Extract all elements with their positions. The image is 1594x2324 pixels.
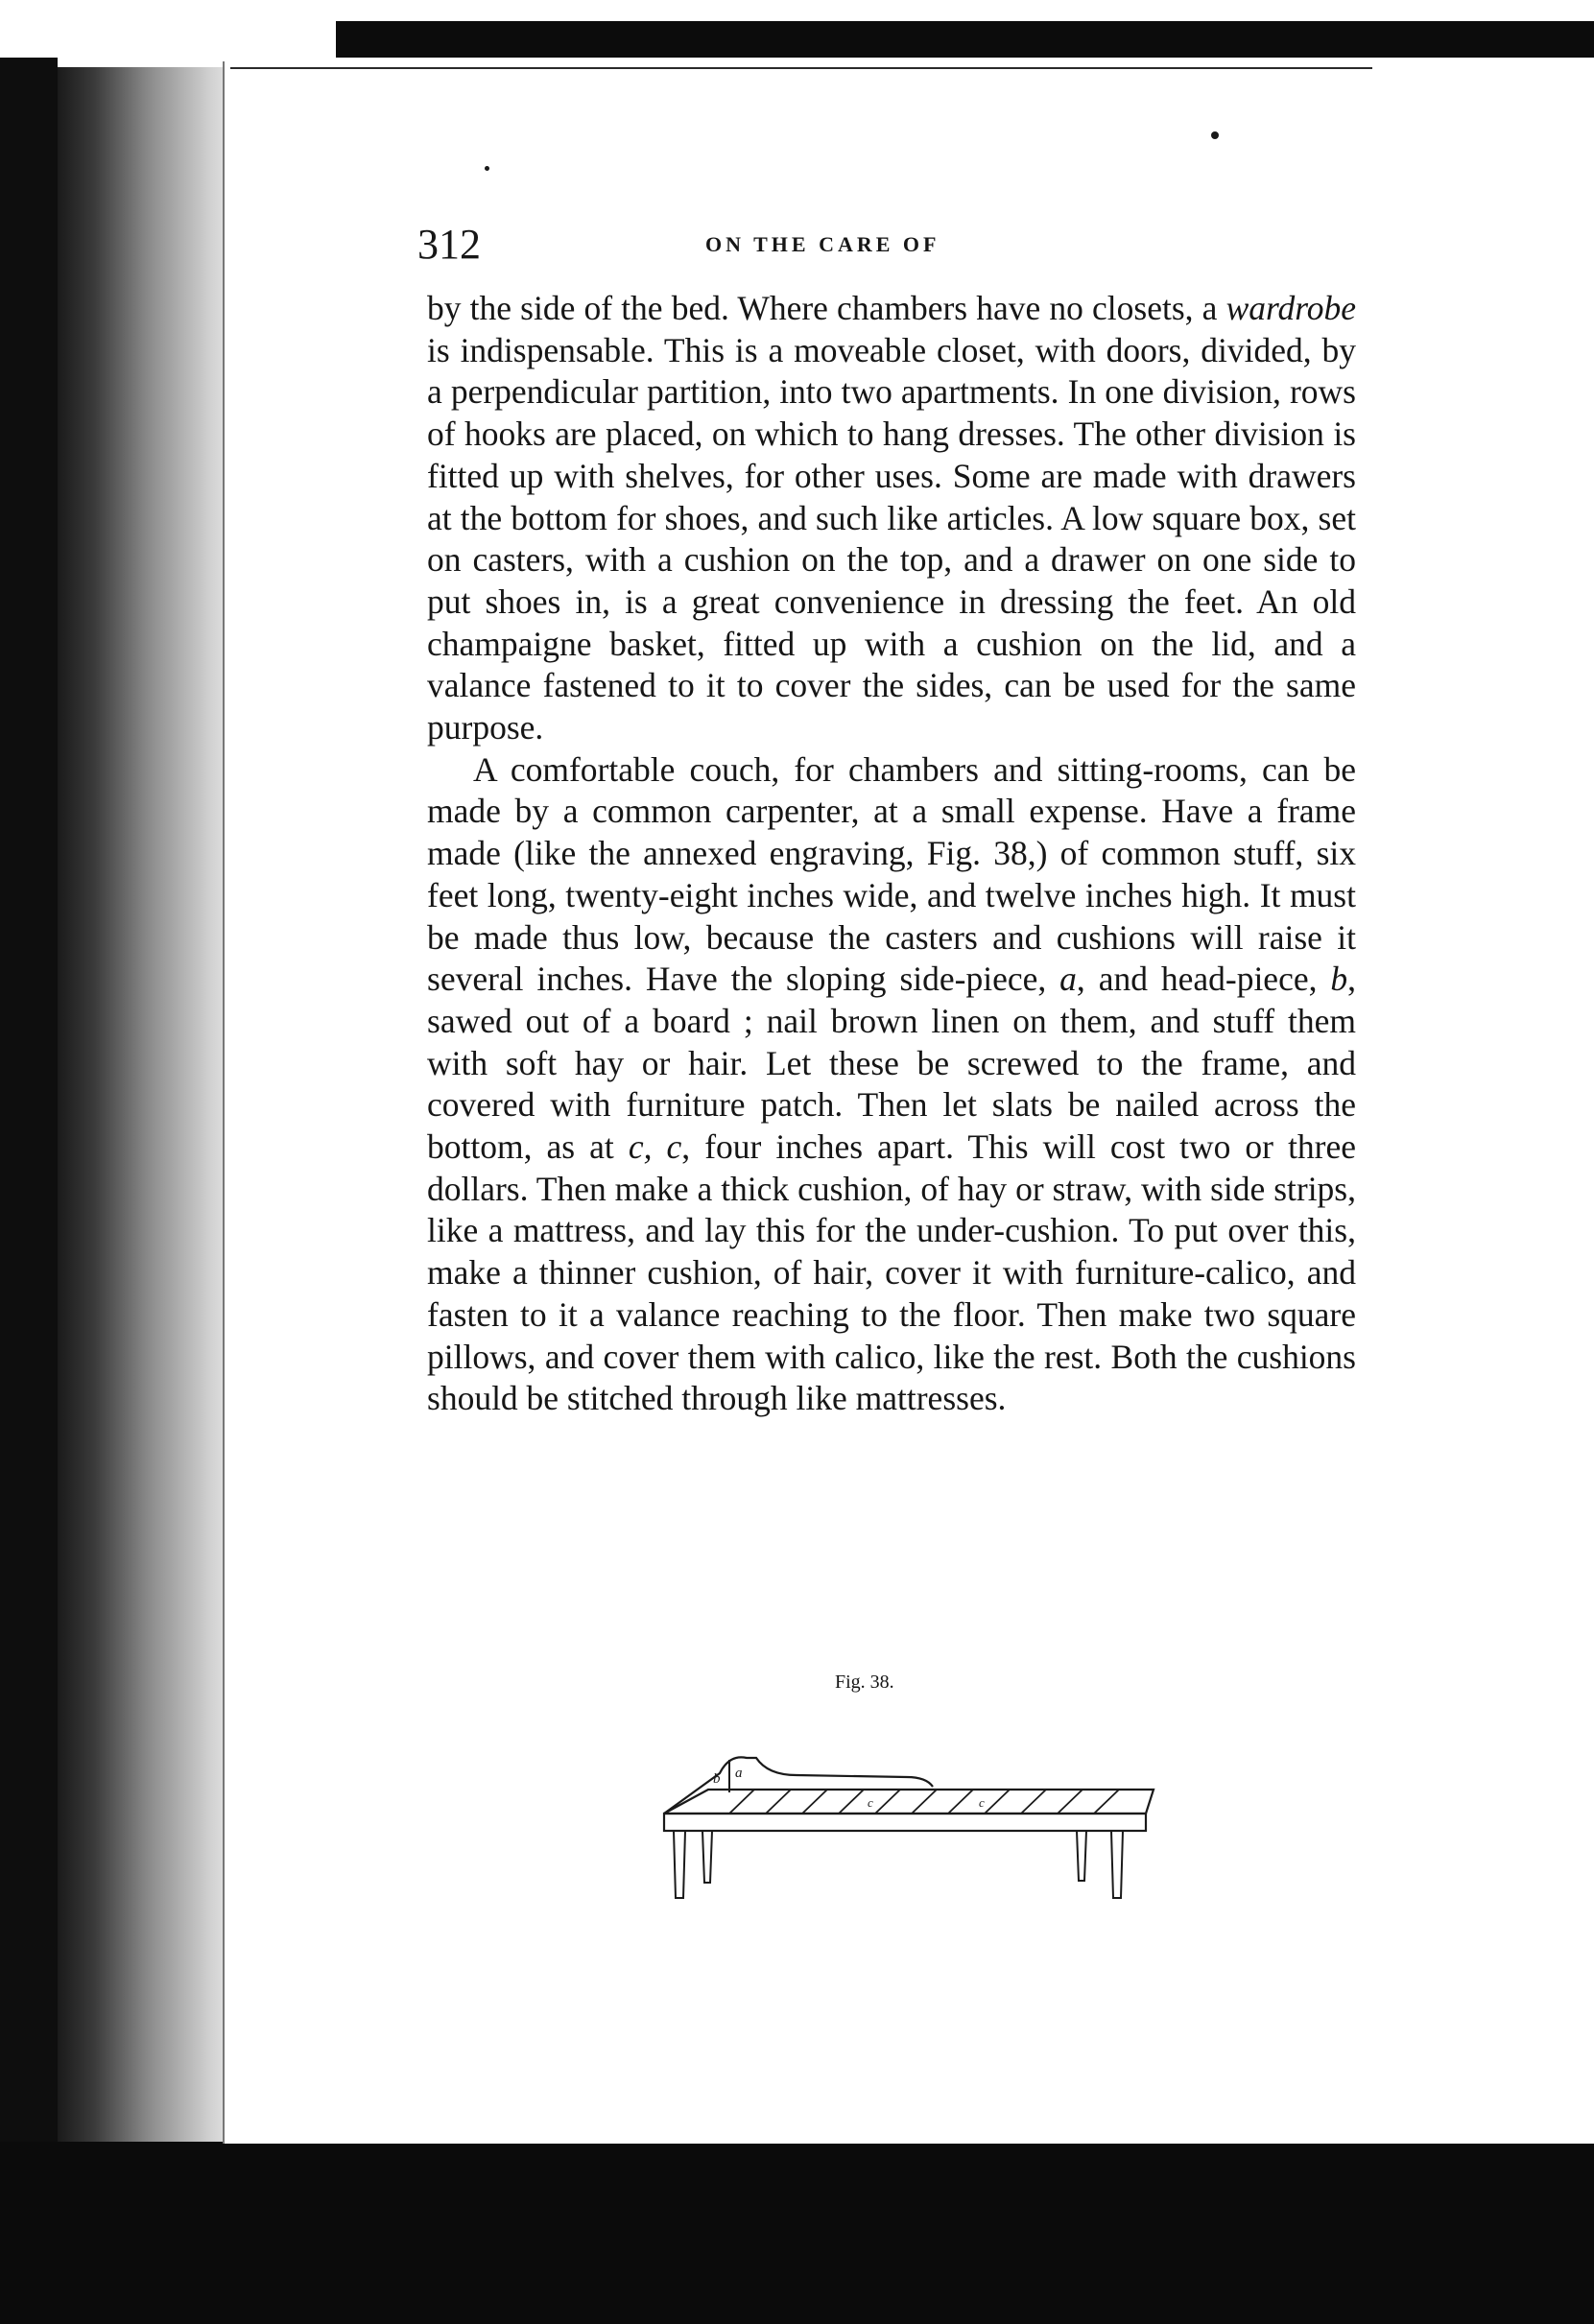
scan-spine-shadow xyxy=(0,58,58,2324)
italic-term: c, c xyxy=(628,1127,682,1167)
couch-engraving xyxy=(653,1698,1171,1900)
page-top-edge xyxy=(230,67,1372,69)
scan-speck xyxy=(485,166,489,171)
paragraph-1 xyxy=(427,288,1356,749)
italic-term: wardrobe xyxy=(1225,289,1356,327)
page-number: 312 xyxy=(417,221,481,268)
couch-back-outline xyxy=(664,1757,933,1814)
label-c-2: c xyxy=(979,1795,985,1810)
paragraph-2 xyxy=(427,749,1356,1420)
text-run: is indispensable. This is a moveable closet, with doors, divided, by a perpendicular partition, into two apartments. In one division, rows of hooks are placed, on which to hang dresses. The other division is fitted up with shelves, for other uses. Some are made with drawers at the bottom for shoes, and such like articles. A low square box, set on casters, with a cushion on the top, and a drawer on one side to put shoes in, is a great convenience in dressing the feet. An old champaigne basket, fitted up with a cushion on the lid, and a valance fastened to it to cover the sides, can be used for the same purpose. xyxy=(427,330,1356,747)
text-run: , and head-piece, xyxy=(1076,960,1331,999)
scan-top-border xyxy=(336,21,1594,58)
italic-term: b xyxy=(1330,960,1348,999)
body-text xyxy=(427,288,1356,1420)
scan-speck xyxy=(1211,131,1219,139)
couch-front-rail xyxy=(664,1814,1146,1831)
figure-38 xyxy=(653,1670,1171,1900)
italic-term: a xyxy=(1059,960,1077,999)
text-run: A comfortable couch, for chambers and sitting-rooms, can be made by a common carpenter, at a small expense. Have a frame made (like the annexed engraving, Fig. 38,) of common stuff, six feet long, twenty-eight inches wide, and twelve inches high. It must be made thus low, because the casters and cushions will raise it several inches. Have the sloping side-piece, xyxy=(427,749,1356,999)
text-run: , sawed out of a board ; nail brown linen on them, and stuff them with soft hay or hair. Let these be screwed to the frame, and covered with furniture patch. Then let slats be nailed across the bottom, as at xyxy=(427,960,1356,1167)
label-c-1: c xyxy=(868,1795,873,1810)
text-run: by the side of the bed. Where chambers have no closets, a xyxy=(427,289,1226,327)
label-a: a xyxy=(735,1766,743,1781)
couch-frame-top xyxy=(664,1790,1154,1814)
figure-caption: Fig. 38. xyxy=(835,1672,894,1693)
bleed-through-text xyxy=(403,1674,653,1924)
page-header xyxy=(417,216,1353,273)
running-title: ON THE CARE OF xyxy=(705,232,940,256)
scan-bottom-border xyxy=(0,2142,1594,2324)
text-run: , four inches apart. This will cost two or three dollars. Then make a thick cushion, of hay or straw, with side strips, like a mattress, and lay this for the under-cushion. To put over this, make a thinner cushion, of hair, cover it with furniture-calico, and fasten to it a valance reaching to the floor. Then make two square pillows, and cover them with calico, like the rest. Both the cushions should be stitched through like mattresses. xyxy=(427,1127,1357,1418)
couch-slats xyxy=(729,1790,1119,1814)
label-b: b xyxy=(713,1771,721,1787)
couch-legs xyxy=(674,1831,1123,1898)
